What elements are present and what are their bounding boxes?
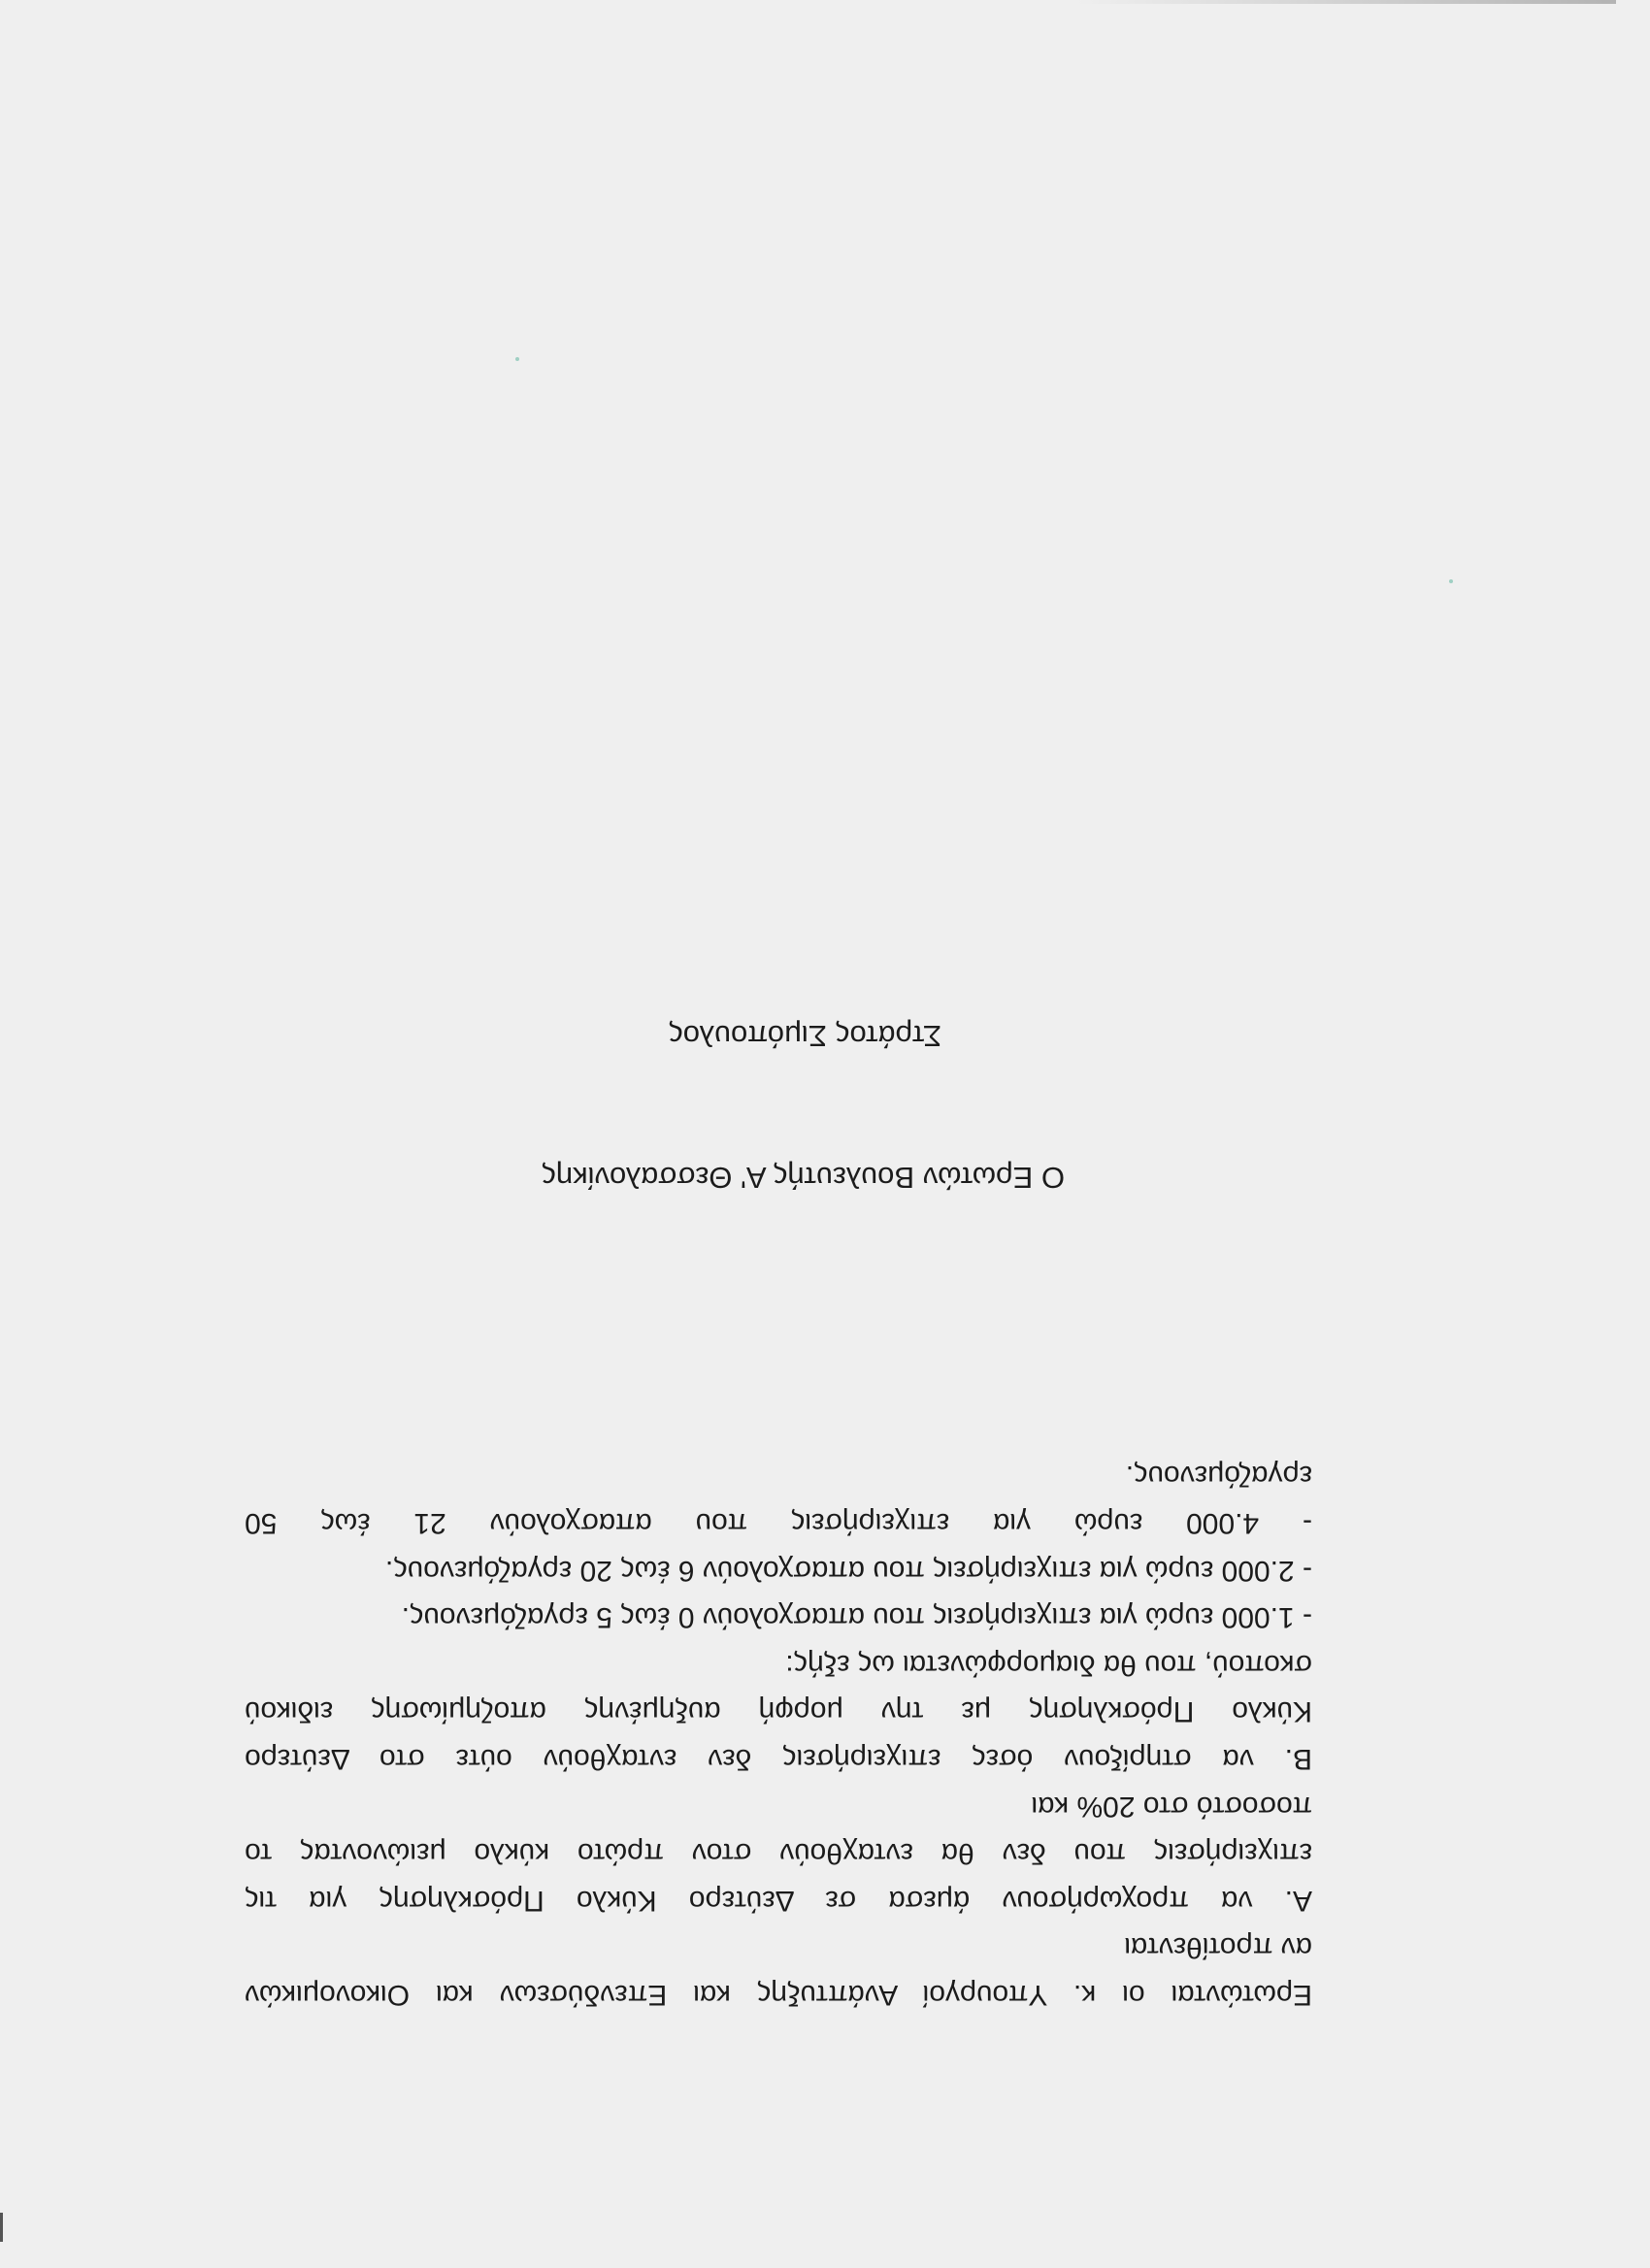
question-intro-line: αν προτίθενται — [1124, 1931, 1312, 1964]
point-a-line: επιχειρήσεις που δεν θα ενταχθούν στον πρώτο κύκλο μειώνοντας το — [245, 1837, 1312, 1870]
signatory-title: Ο Ερωτών Βουλευτής Α' Θεσσαλονίκης — [541, 1161, 1065, 1195]
compensation-tier: - 2.000 ευρώ για επιχειρήσεις που απασχολούν 6 έως 20 εργαζόμενους. — [384, 1554, 1312, 1587]
question-intro-line: Ερωτώνται οι κ. Υπουργοί Ανάπτυξης και Επενδύσεων και Οικονομικών — [245, 1979, 1312, 2011]
compensation-tier: - 1.000 ευρώ για επιχειρήσεις που απασχολούν 0 έως 5 εργαζόμενους. — [401, 1601, 1312, 1634]
point-a-line: Α. να προχωρήσουν άμεσα σε Δεύτερο Κύκλο Πρόσκλησης για τις — [245, 1884, 1312, 1917]
compensation-tier: - 4.000 ευρώ για επιχειρήσεις που απασχολούν 21 έως 50 — [245, 1507, 1312, 1540]
parliamentary-question-text — [245, 1452, 1312, 2018]
point-b-line: Β. να στηρίξουν όσες επιχειρήσεις δεν ενταχθούν ούτε στο Δεύτερο — [245, 1743, 1312, 1776]
signatory-name: Στράτος Σιμόπουλος — [668, 1019, 941, 1053]
point-a-line: ποσοστό στο 20% και — [1031, 1790, 1312, 1823]
point-b-line: σκοπού, που θα διαμορφώνεται ως εξής: — [785, 1648, 1312, 1681]
point-b-line: Κύκλο Πρόσκλησης με την μορφή αυξημένης αποζημίωσης ειδικού — [245, 1695, 1312, 1728]
compensation-tier: εργαζόμενους. — [1125, 1460, 1312, 1493]
